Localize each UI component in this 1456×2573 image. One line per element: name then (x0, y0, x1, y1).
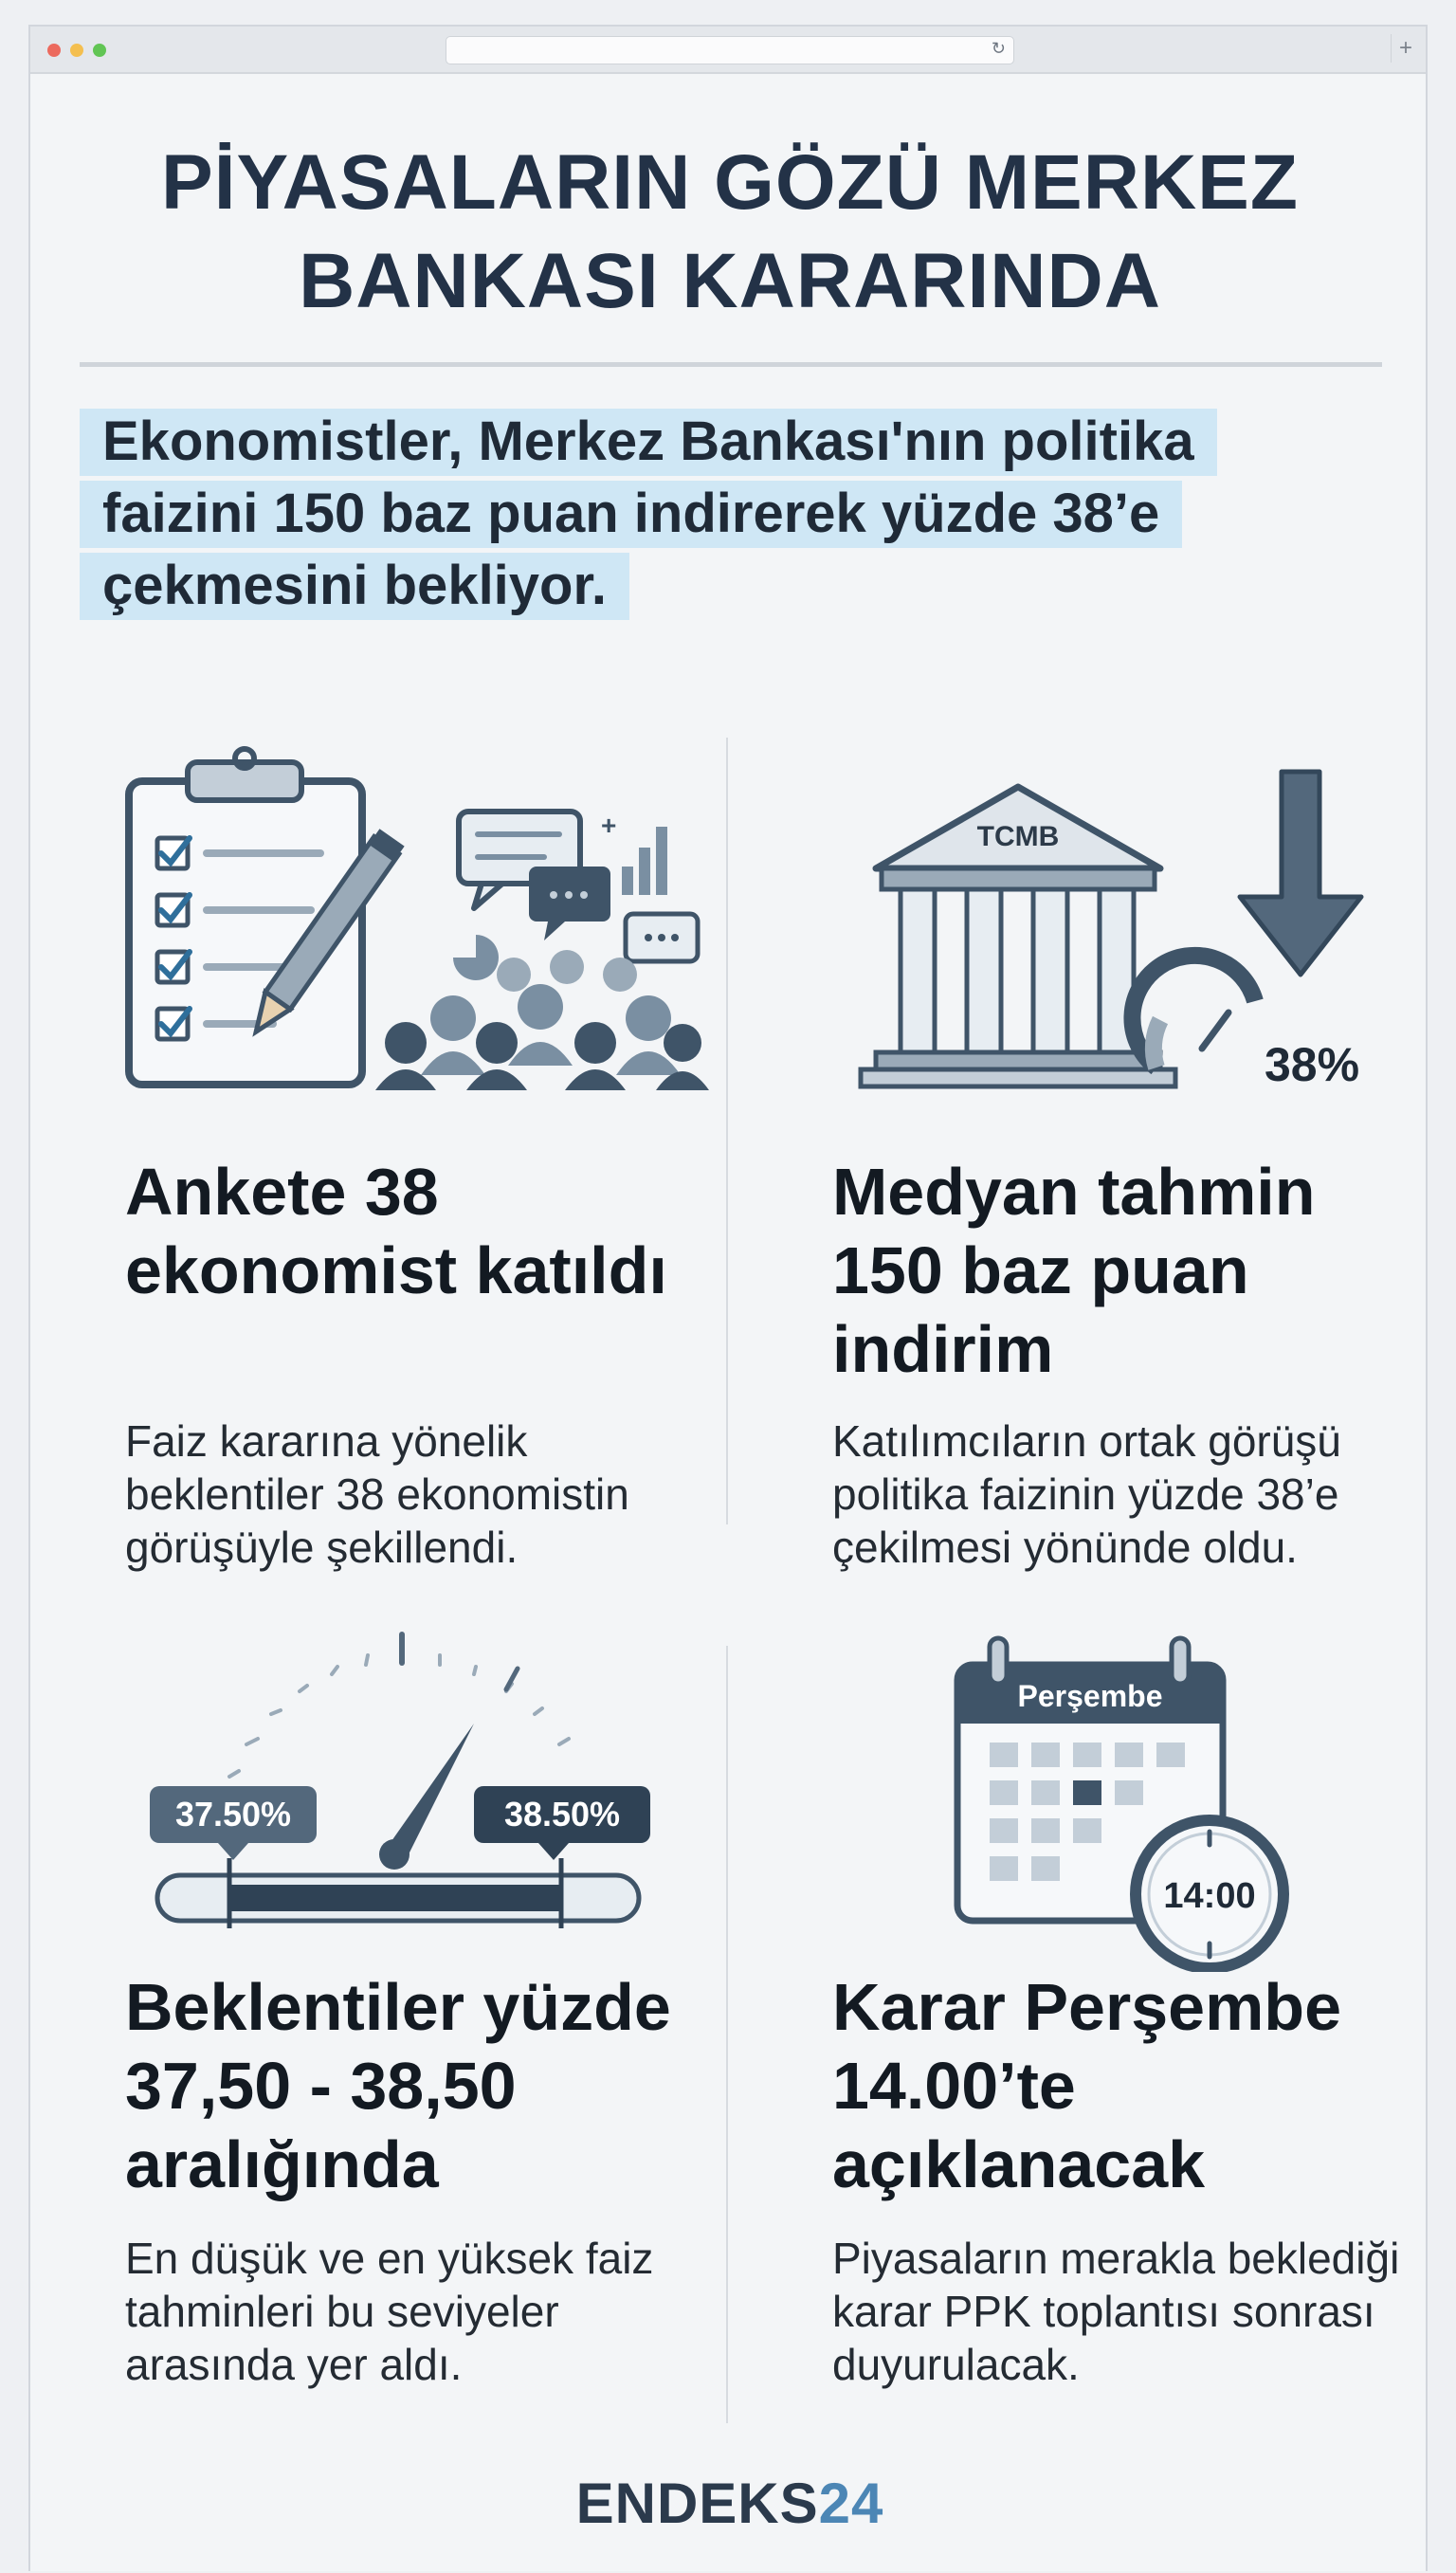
range-low-label: 37.50% (174, 1795, 292, 1834)
card-title-participants: Ankete 38 ekonomist katıldı (125, 1155, 667, 1307)
card-desc-median: Katılımcıların ortak görüşü politika faizinin yüzde 38’e çekilmesi yönünde oldu. (832, 1416, 1341, 1572)
brand-name: ENDEKS (575, 2472, 819, 2535)
minimize-window-button[interactable] (70, 44, 83, 57)
card-title-decision: Karar Perşembe 14.00’te açıklanacak (832, 1970, 1341, 2201)
page-title-line-2: BANKASI KARARINDA (299, 238, 1161, 324)
clock-time-label: 14:00 (1163, 1876, 1256, 1916)
close-window-button[interactable] (47, 44, 61, 57)
calendar-clock-icon (933, 1631, 1312, 1972)
reload-icon[interactable]: ↻ (991, 39, 1006, 58)
brand-number: 24 (818, 2472, 884, 2535)
rate-label: 38% (1264, 1038, 1360, 1091)
page-title-line-1: PİYASALARIN GÖZÜ MERKEZ (161, 139, 1299, 226)
column-divider-top (726, 738, 728, 1524)
browser-toolbar (30, 27, 1426, 74)
central-bank-rate-cut-icon (857, 764, 1388, 1096)
new-tab-button[interactable]: + (1391, 34, 1420, 63)
card-desc-decision: Piyasaların merakla beklediği karar PPK toplantısı sonrası duyurulacak. (832, 2234, 1400, 2389)
card-desc-range: En düşük ve en yüksek faiz tahminleri bu seviyeler arasında yer aldı. (125, 2234, 654, 2389)
calendar-day-label: Perşembe (1017, 1679, 1163, 1713)
card-title-range: Beklentiler yüzde 37,50 - 38,50 aralığında (125, 1970, 671, 2201)
page-title (30, 134, 1429, 331)
gauge-range-icon (144, 1627, 675, 1940)
survey-clipboard-people-icon (121, 743, 709, 1094)
bank-label: TCMB (976, 821, 1060, 852)
maximize-window-button[interactable] (93, 44, 106, 57)
lede-text: Ekonomistler, Merkez Bankası'nın politika faizini 150 baz puan indirerek yüzde 38’e çekmesini bekliyor. (80, 409, 1217, 620)
lede-summary (80, 406, 1312, 622)
svg-text:+: + (601, 811, 617, 840)
card-title-median: Medyan tahmin 150 baz puan indirim (832, 1155, 1316, 1386)
browser-window (28, 25, 1428, 2571)
brand-logo (30, 2471, 1429, 2536)
address-bar[interactable] (446, 36, 1014, 64)
card-desc-participants: Faiz kararına yönelik beklentiler 38 ekonomistin görüşüyle şekillendi. (125, 1416, 629, 1572)
infographic (30, 72, 1426, 2573)
title-divider (80, 362, 1382, 367)
range-high-label: 38.50% (503, 1795, 621, 1834)
